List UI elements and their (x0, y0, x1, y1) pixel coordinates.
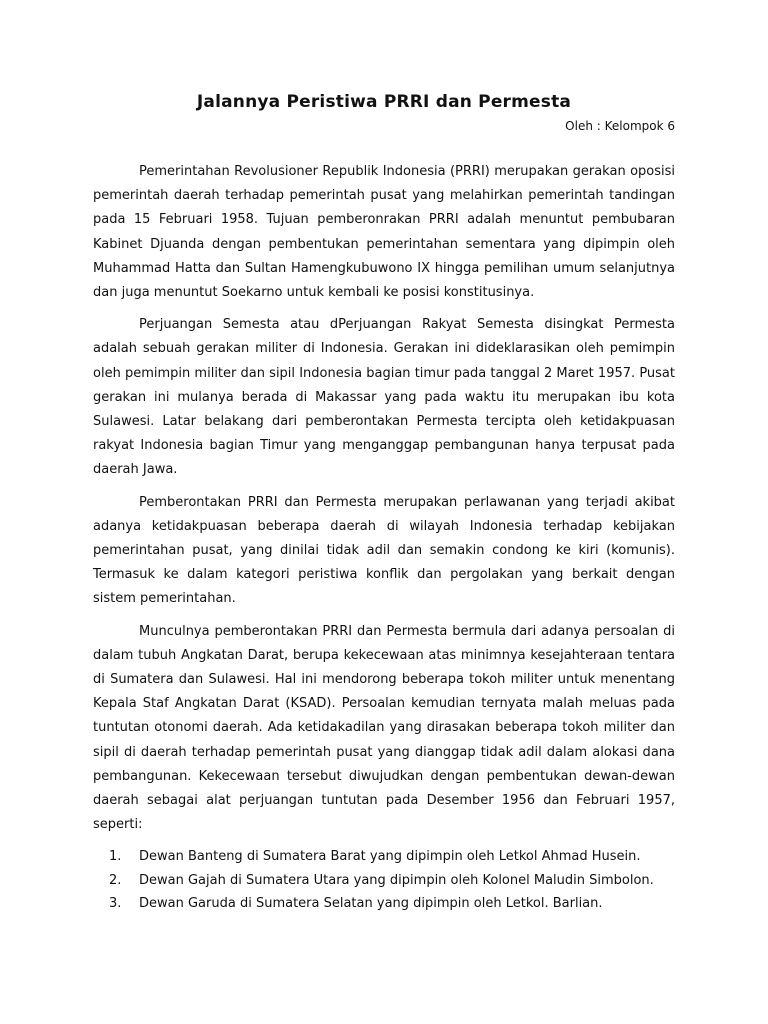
list-item-number: 1. (109, 849, 122, 865)
paragraph-prri: Pemerintahan Revolusioner Republik Indonesia (PRRI) merupakan gerakan oposisi pemerintah daerah terhadap pemerintah pusat yang melahirkan pemerintah tandingan pada 15 Februari 1958. Tujuan pemberonrakan PRRI adalah menuntut pembubaran Kabinet Djuanda dengan pembentukan pemerintahan sementara yang dipimpin oleh Muhammad Hatta dan Sultan Hamengkubuwono IX hingga pemilihan umum selanjutnya dan juga menuntut Soekarno untuk kembali ke posisi konstitusinya. (93, 164, 675, 301)
list-item-number: 3. (109, 896, 122, 912)
document-page (93, 88, 675, 916)
paragraph-perlawanan: Pemberontakan PRRI dan Permesta merupakan perlawanan yang terjadi akibat adanya ketidakpuasan beberapa daerah di wilayah Indonesia terhadap kebijakan pemerintahan pusat, yang dinilai tidak adil dan semakin condong ke kiri (komunis). Termasuk ke dalam kategori peristiwa konflik dan pergolakan yang berkait dengan sistem pemerintahan. (93, 494, 675, 607)
list-item (93, 845, 675, 869)
list-item (93, 869, 675, 893)
paragraph-latar-belakang: Munculnya pemberontakan PRRI dan Permesta bermula dari adanya persoalan di dalam tubuh Angkatan Darat, berupa kekecewaan atas minimnya kesejahteraan tentara di Sumatera dan Sulawesi. Hal ini mendorong beberapa tokoh militer untuk menentang Kepala Staf Angkatan Darat (KSAD). Persoalan kemudian ternyata malah meluas pada tuntutan otonomi daerah. Ada ketidakadilan yang dirasakan beberapa tokoh militer dan sipil di daerah terhadap pemerintah pusat yang dianggap tidak adil dalam alokasi dana pembangunan. Kekecewaan tersebut diwujudkan dengan pembentukan dewan-dewan daerah sebagai alat perjuangan tuntutan pada Desember 1956 dan Februari 1957, seperti: (93, 623, 675, 833)
list-item-text: Dewan Banteng di Sumatera Barat yang dipimpin oleh Letkol Ahmad Husein. (139, 849, 641, 865)
list-item-number: 2. (109, 872, 122, 888)
list-item (93, 892, 675, 916)
document-title: Jalannya Peristiwa PRRI dan Permesta (196, 92, 572, 112)
list-item-text: Dewan Garuda di Sumatera Selatan yang dipimpin oleh Letkol. Barlian. (139, 896, 603, 912)
list-item-text: Dewan Gajah di Sumatera Utara yang dipimpin oleh Kolonel Maludin Simbolon. (139, 872, 654, 888)
document-author: Oleh : Kelompok 6 (565, 119, 675, 133)
paragraph-permesta: Perjuangan Semesta atau dPerjuangan Rakyat Semesta disingkat Permesta adalah sebuah gerakan militer di Indonesia. Gerakan ini dideklarasikan oleh pemimpin oleh pemimpin militer dan sipil Indonesia bagian timur pada tanggal 2 Maret 1957. Pusat gerakan ini mulanya berada di Makassar yang pada waktu itu merupakan ibu kota Sulawesi. Latar belakang dari pemberontakan Permesta tercipta oleh ketidakpuasan rakyat Indonesia bagian Timur yang menganggap pembangunan hanya terpusat pada daerah Jawa. (93, 317, 675, 478)
dewan-list (93, 845, 675, 916)
